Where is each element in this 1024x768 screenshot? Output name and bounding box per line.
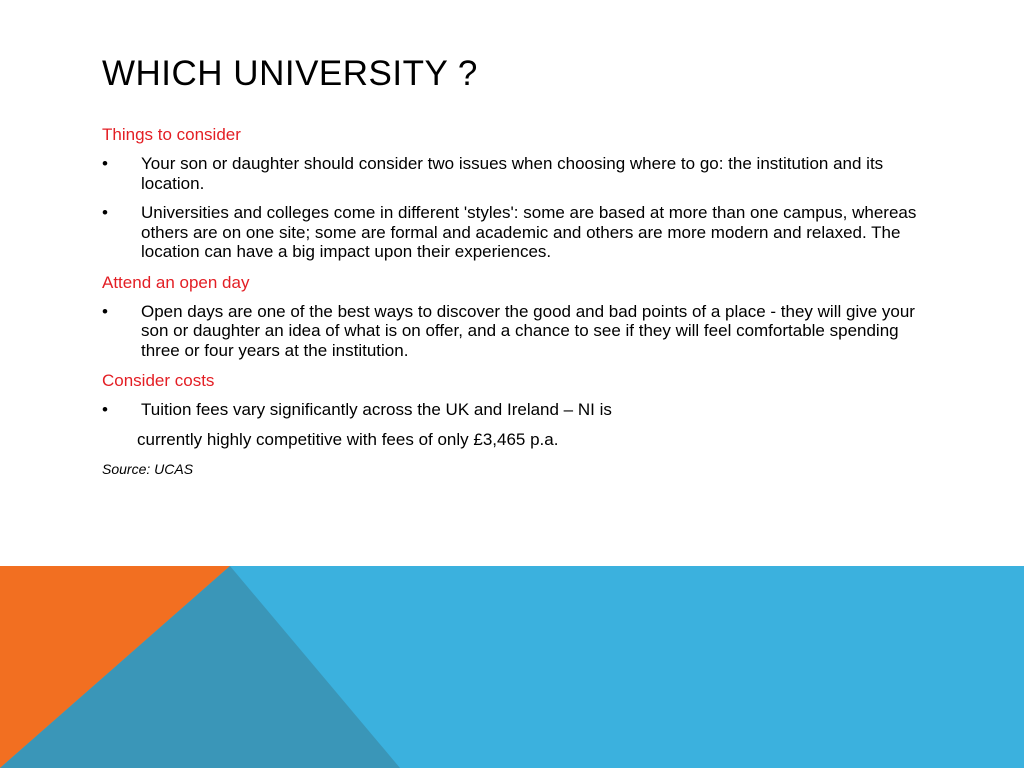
section-heading-attend-open-day: Attend an open day bbox=[102, 272, 250, 292]
slide-content bbox=[102, 124, 932, 478]
bullet-dot: • bbox=[102, 203, 108, 222]
section-heading-consider-costs: Consider costs bbox=[102, 371, 215, 390]
bullet-dot: • bbox=[102, 400, 108, 419]
bullet-text: Your son or daughter should consider two issues when choosing where to go: the institution and its location. bbox=[141, 154, 884, 193]
decorative-footer bbox=[0, 566, 1024, 768]
section-heading-things-to-consider: Things to consider bbox=[102, 125, 241, 144]
bullet-dot: • bbox=[102, 154, 108, 173]
bullet-item bbox=[102, 302, 932, 361]
source-citation: Source: UCAS bbox=[102, 460, 194, 477]
bullet-item bbox=[102, 400, 932, 420]
bullet-item bbox=[102, 154, 932, 193]
bullet-dot: • bbox=[102, 301, 108, 321]
bullet-text: Tuition fees vary significantly across the UK and Ireland – NI is bbox=[141, 400, 612, 419]
bullet-text: Universities and colleges come in different 'styles': some are based at more than one campus, whereas others are on one site; some are formal and academic and others are more modern and relaxed. The location can have a big impact upon their experiences. bbox=[141, 203, 917, 261]
bullet-text: Open days are one of the best ways to discover the good and bad points of a place - they will give your son or daughter an idea of what is on offer, and a chance to see if they will feel comfortable spending three or four years at the institution. bbox=[141, 301, 915, 360]
bullet-item bbox=[102, 203, 932, 262]
bullet-continuation: currently highly competitive with fees of only £3,465 p.a. bbox=[137, 429, 559, 449]
slide-title: WHICH UNIVERSITY ? bbox=[102, 54, 478, 93]
